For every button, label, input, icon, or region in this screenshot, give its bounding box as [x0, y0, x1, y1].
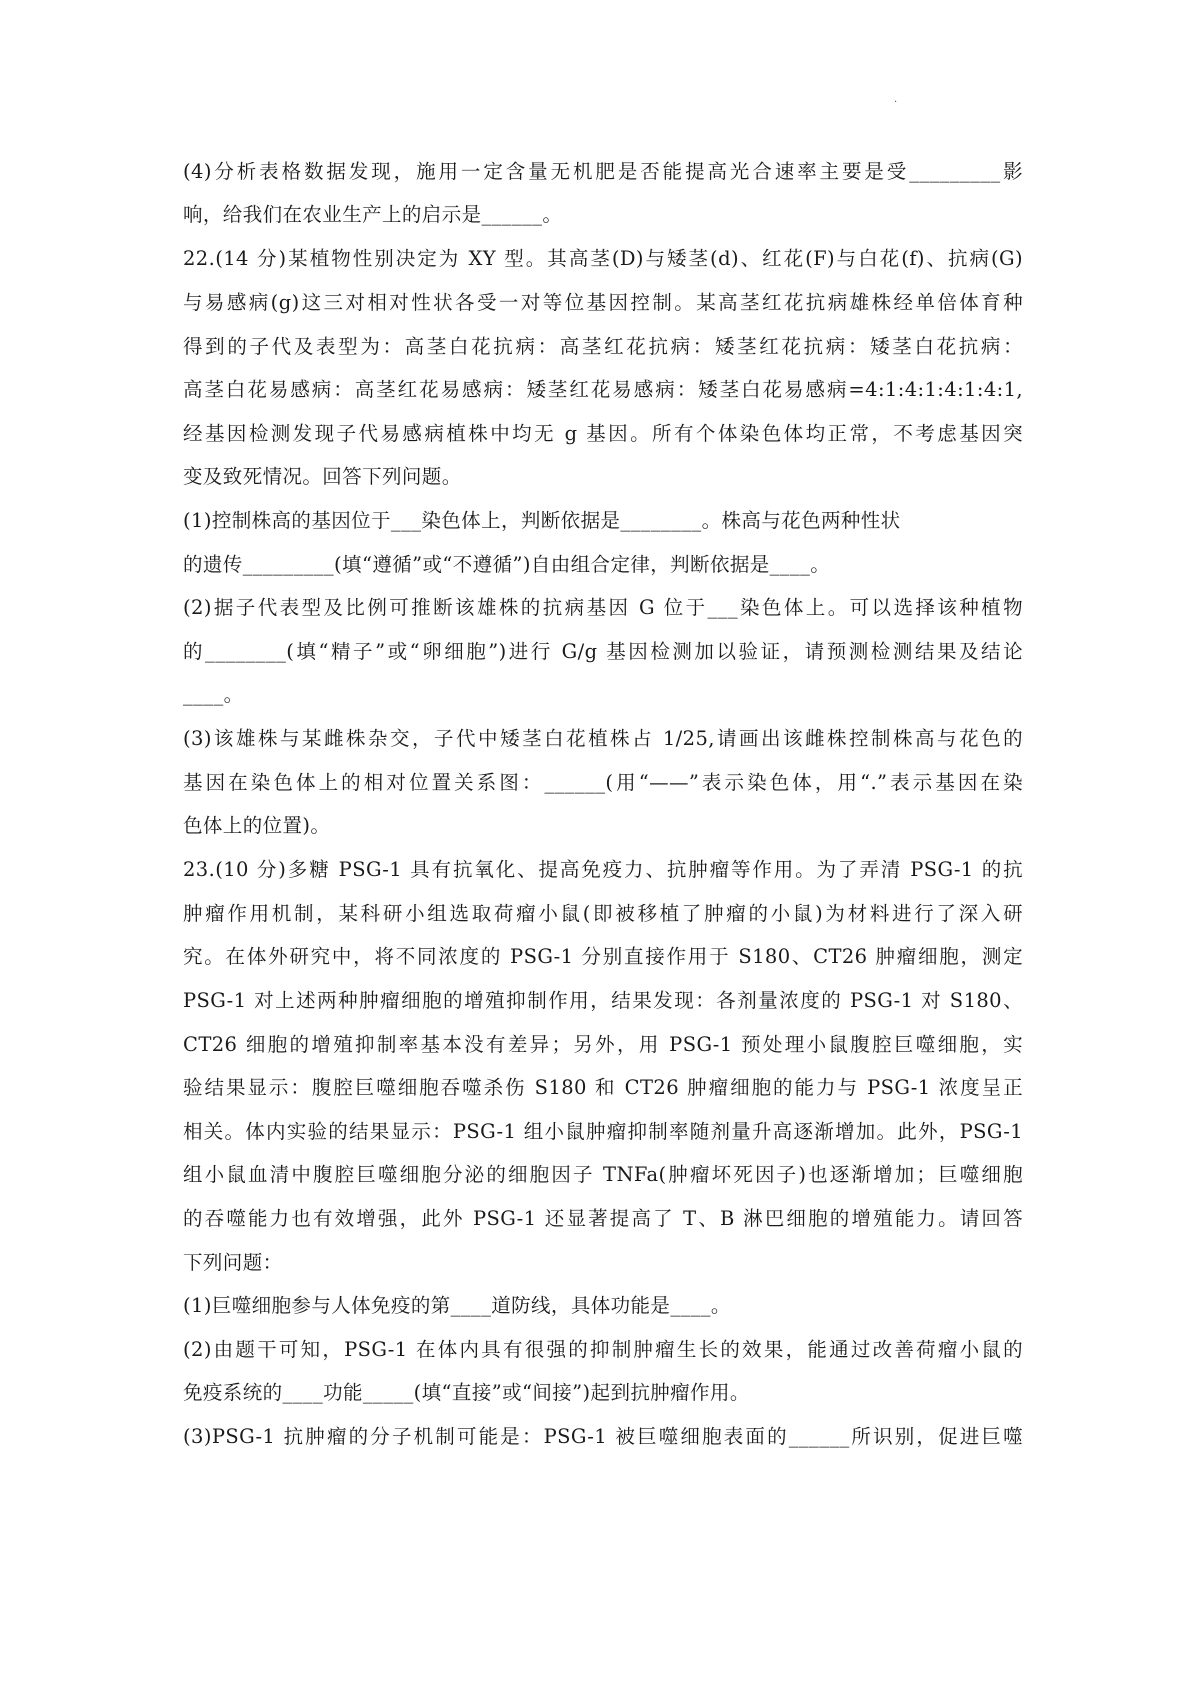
text-line: 色体上的位置)。 [183, 814, 331, 837]
text-line: 肿瘤作用机制，某科研小组选取荷瘤小鼠(即被移植了肿瘤的小鼠)为材料进行了深入研 [183, 902, 1023, 925]
text-line: 的吞噬能力也有效增强，此外 PSG-1 还显著提高了 T、B 淋巴细胞的增殖能力。请回答 [183, 1207, 1023, 1230]
text-line: 究。在体外研究中，将不同浓度的 PSG-1 分别直接作用于 S180、CT26 肿瘤细胞，测定 [183, 945, 1023, 968]
sub-question-23-2: (2)由题干可知，PSG-1 在体内具有很强的抑制肿瘤生长的效果，能通过改善荷瘤小鼠的 [183, 1338, 1023, 1361]
question-23-heading: 23.(10 分)多糖 PSG-1 具有抗氧化、提高免疫力、抗肿瘤等作用。为了弄清 PSG-1 的抗 [183, 858, 1023, 881]
question-22-heading: 22.(14 分)某植物性别决定为 XY 型。其高茎(D)与矮茎(d)、红花(F)与白花(f)、抗病(G) [183, 247, 1023, 270]
text-line: CT26 细胞的增殖抑制率基本没有差异；另外，用 PSG-1 预处理小鼠腹腔巨噬细胞，实 [183, 1033, 1023, 1056]
sub-question-23-3: (3)PSG-1 抗肿瘤的分子机制可能是：PSG-1 被巨噬细胞表面的______所识别，促进巨噬 [183, 1425, 1023, 1448]
sub-question-22-1: (1)控制株高的基因位于___染色体上，判断依据是________。株高与花色两种性状 [183, 509, 901, 532]
text-line: (4)分析表格数据发现，施用一定含量无机肥是否能提高光合速率主要是受_________影 [183, 160, 1023, 183]
text-line: PSG-1 对上述两种肿瘤细胞的增殖抑制作用，结果发现：各剂量浓度的 PSG-1 对 S180、 [183, 989, 1023, 1012]
text-line: 得到的子代及表型为：高茎白花抗病：高茎红花抗病：矮茎红花抗病：矮茎白花抗病： [183, 335, 1023, 358]
text-line: 的遗传_________(填“遵循”或“不遵循”)自由组合定律，判断依据是____。 [183, 553, 831, 576]
sub-question-23-1: (1)巨噬细胞参与人体免疫的第____道防线，具体功能是____。 [183, 1294, 731, 1317]
text-line: 组小鼠血清中腹腔巨噬细胞分泌的细胞因子 TNFa(肿瘤坏死因子)也逐渐增加；巨噬细胞 [183, 1163, 1023, 1186]
text-line: 验结果显示：腹腔巨噬细胞吞噬杀伤 S180 和 CT26 肿瘤细胞的能力与 PSG-1 浓度呈正 [183, 1076, 1023, 1099]
text-line: ____。 [183, 683, 244, 706]
sub-question-22-2: (2)据子代表型及比例可推断该雄株的抗病基因 G 位于___染色体上。可以选择该种植物 [183, 596, 1023, 619]
text-line: 响，给我们在农业生产上的启示是______。 [183, 203, 563, 226]
text-line: 经基因检测发现子代易感病植株中均无 g 基因。所有个体染色体均正常，不考虑基因突 [183, 422, 1023, 445]
text-line: 与易感病(g)这三对相对性状各受一对等位基因控制。某高茎红花抗病雄株经单倍体育种 [183, 291, 1023, 314]
text-line: 免疫系统的____功能_____(填“直接”或“间接”)起到抗肿瘤作用。 [183, 1381, 750, 1404]
sub-question-22-3: (3)该雄株与某雌株杂交，子代中矮茎白花植株占 1/25,请画出该雌株控制株高与花色的 [183, 727, 1023, 750]
text-line: 高茎白花易感病：高茎红花易感病：矮茎红花易感病：矮茎白花易感病=4:1:4:1:4:1:4:1, [183, 378, 1023, 401]
text-line: 基因在染色体上的相对位置关系图：______(用“——”表示染色体，用“.”表示基因在染 [183, 771, 1023, 794]
text-line: 下列问题： [183, 1251, 283, 1274]
text-line: 相关。体内实验的结果显示：PSG-1 组小鼠肿瘤抑制率随剂量升高逐渐增加。此外，PSG-1 [183, 1120, 1023, 1143]
text-line: 变及致死情况。回答下列问题。 [183, 465, 462, 488]
page-dot-mark: . [894, 94, 898, 105]
text-line: 的________(填“精子”或“卵细胞”)进行 G/g 基因检测加以验证，请预测检测结果及结论 [183, 640, 1023, 663]
